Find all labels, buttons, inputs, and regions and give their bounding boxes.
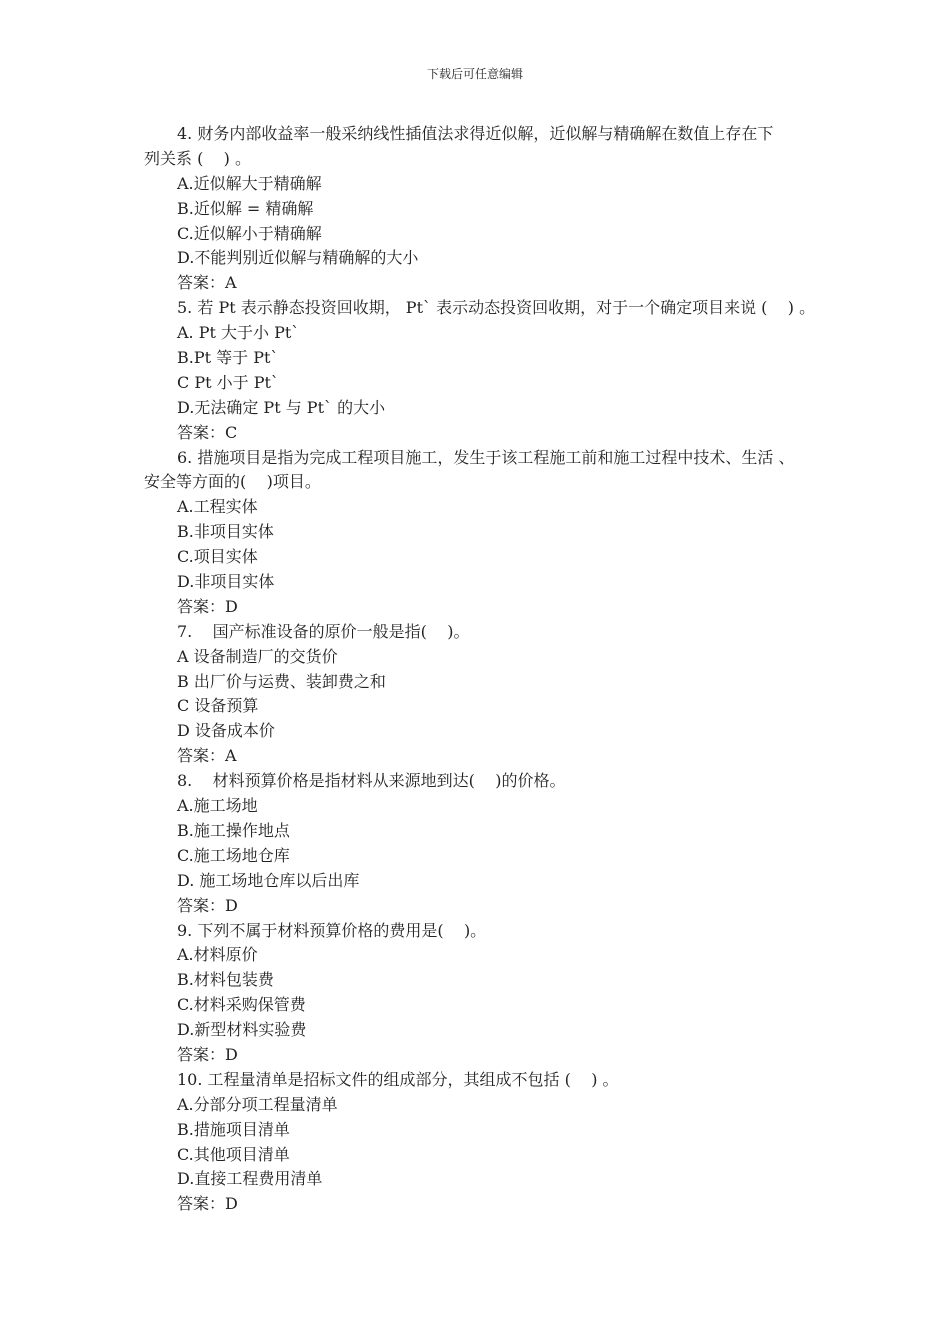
question-stem: 7. 国产标准设备的原价一般是指( )。 <box>177 621 470 641</box>
option-a: A.材料原价 <box>177 945 258 965</box>
answer: 答案：D <box>177 596 238 616</box>
option-b: B.材料包装费 <box>177 970 274 990</box>
option-d: D.新型材料实验费 <box>177 1020 307 1040</box>
question-stem: 10. 工程量清单是招标文件的组成部分，其组成不包括 ( ) 。 <box>177 1069 619 1089</box>
question-stem-continued: 安全等方面的( )项目。 <box>144 472 321 492</box>
option-a: A.工程实体 <box>177 497 258 517</box>
answer: 答案：D <box>177 1194 238 1214</box>
answer: 答案：A <box>177 746 237 766</box>
option-a: A.分部分项工程量清单 <box>177 1094 338 1114</box>
question-stem: 5. 若 Pt 表示静态投资回收期， Pt` 表示动态投资回收期，对于一个确定项目来说 ( ) 。 <box>177 298 816 318</box>
option-b: B.Pt 等于 Pt` <box>177 348 279 368</box>
answer: 答案：A <box>177 273 237 293</box>
option-b: B.措施项目清单 <box>177 1119 290 1139</box>
answer: 答案：C <box>177 422 238 442</box>
option-b: B.非项目实体 <box>177 522 274 542</box>
option-a: A. Pt 大于小 Pt` <box>177 323 300 343</box>
option-d: D.无法确定 Pt 与 Pt` 的大小 <box>177 397 386 417</box>
question-block <box>144 1068 824 1217</box>
question-block <box>144 769 824 918</box>
option-c: C.材料采购保管费 <box>177 995 306 1015</box>
question-stem-continued: 列关系 ( ) 。 <box>144 148 252 168</box>
option-c: C.近似解小于精确解 <box>177 223 322 243</box>
option-a: A.施工场地 <box>177 796 258 816</box>
option-a: A 设备制造厂的交货价 <box>177 646 338 666</box>
option-d: D. 施工场地仓库以后出库 <box>177 870 360 890</box>
question-stem: 6. 措施项目是指为完成工程项目施工，发生于该工程施工前和施工过程中技术、生活 、 <box>177 447 795 467</box>
question-stem: 8. 材料预算价格是指材料从来源地到达( )的价格。 <box>177 771 566 791</box>
option-b: B.施工操作地点 <box>177 820 290 840</box>
option-c: C Pt 小于 Pt` <box>177 372 279 392</box>
option-d: D.非项目实体 <box>177 572 275 592</box>
option-d: D.直接工程费用清单 <box>177 1169 323 1189</box>
document-body <box>144 122 824 1217</box>
page-header: 下载后可任意编辑 <box>426 67 523 81</box>
option-c: C.其他项目清单 <box>177 1144 290 1164</box>
question-block <box>144 919 824 1068</box>
question-stem: 9. 下列不属于材料预算价格的费用是( )。 <box>177 920 487 940</box>
option-c: C.施工场地仓库 <box>177 845 290 865</box>
question-stem: 4. 财务内部收益率一般采纳线性插值法求得近似解，近似解与精确解在数值上存在下 <box>177 124 774 143</box>
option-b: B.近似解 = 精确解 <box>177 198 314 218</box>
option-a: A.近似解大于精确解 <box>177 173 322 193</box>
option-b: B 出厂价与运费、装卸费之和 <box>177 671 386 691</box>
option-c: C 设备预算 <box>177 696 259 716</box>
option-d: D 设备成本价 <box>177 721 275 741</box>
question-block <box>144 446 824 620</box>
question-block <box>144 620 824 769</box>
option-d: D.不能判别近似解与精确解的大小 <box>177 248 419 268</box>
question-block <box>144 122 824 296</box>
option-c: C.项目实体 <box>177 547 258 567</box>
answer: 答案：D <box>177 895 238 915</box>
answer: 答案：D <box>177 1044 238 1064</box>
question-block <box>144 296 824 445</box>
